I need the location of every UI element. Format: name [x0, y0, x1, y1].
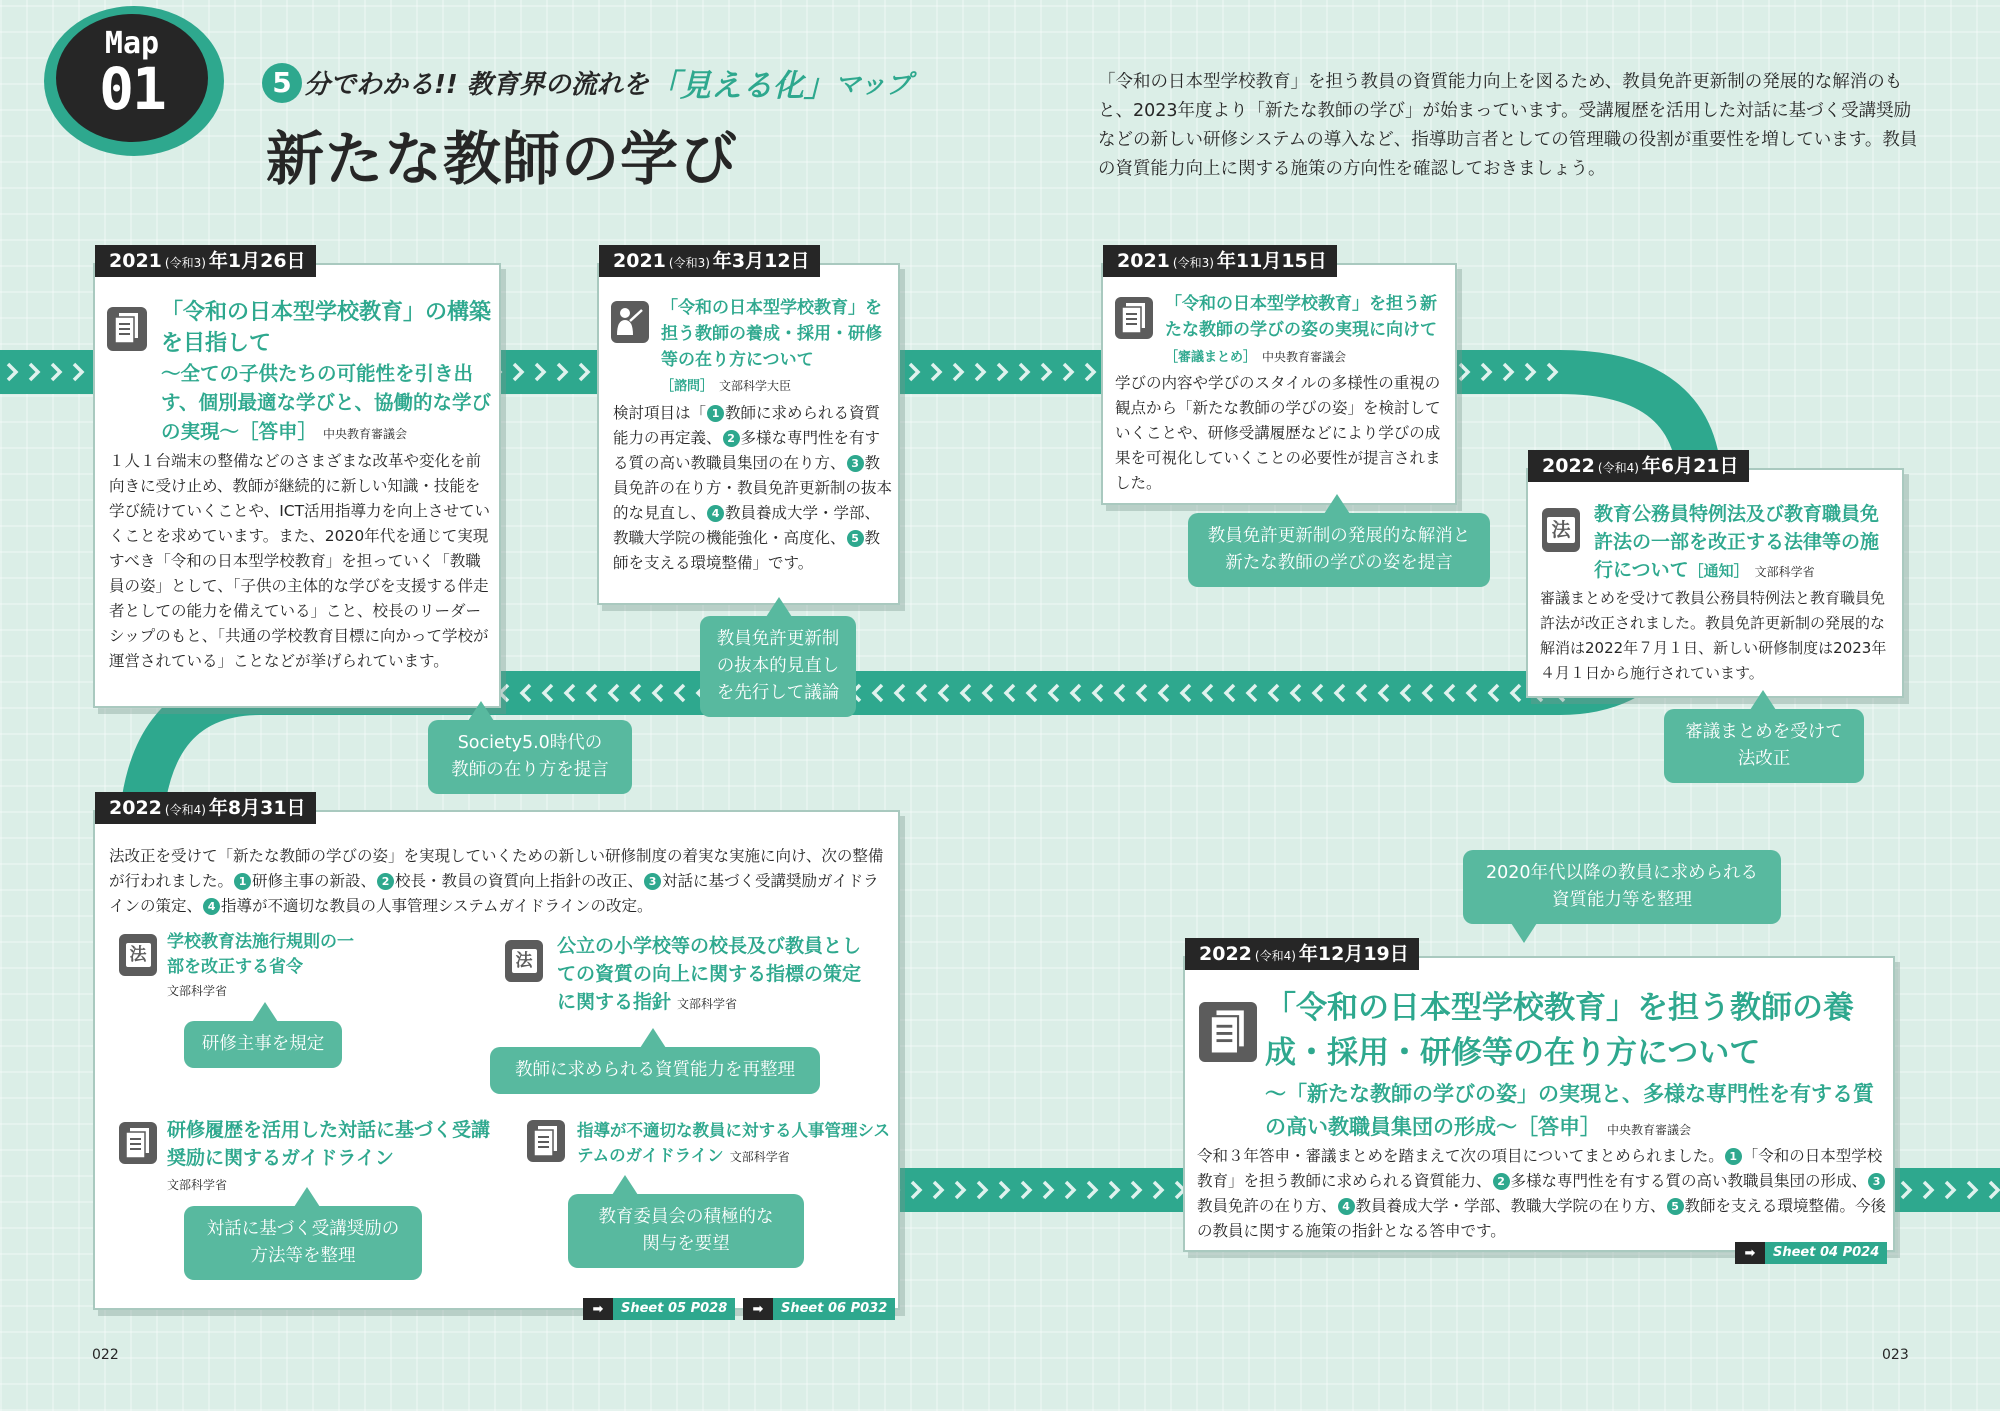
number-badge: 1 [707, 405, 724, 422]
item-title: 研修履歴を活用した対話に基づく受講奨励に関するガイドライン [167, 1119, 491, 1169]
issuer: 文部科学省 [1754, 565, 1815, 579]
subtitle-text: ～全ての子供たちの可能性を引き出す、個別最適な学びと、協働的な学びの実現～ [161, 362, 491, 443]
number-badge: 1 [1725, 1148, 1742, 1165]
sheet-link-04[interactable] [1735, 1242, 1887, 1264]
callout-text: 教員免許更新制の発展的な解消と 新たな教師の学びの姿を提言 [1207, 526, 1471, 573]
number-badge: 3 [1868, 1173, 1885, 1190]
title-text: 指導が不適切な教員に対する人事管理システムのガイドライン [577, 1121, 891, 1165]
arrow-right-icon: ➡ [743, 1298, 773, 1320]
arrow-right-icon: ➡ [1735, 1242, 1765, 1264]
date-era: (令和4) [164, 803, 206, 817]
card-2021-03-12 [597, 250, 900, 605]
callout-text: 審議まとめを受けて 法改正 [1685, 722, 1843, 769]
doc-type-tag: ［諮問］ [661, 379, 714, 394]
card-body [1197, 1144, 1887, 1244]
doc-type-tag: ［答申］ [1517, 1115, 1601, 1139]
date-year: 2022 [109, 797, 162, 819]
callout-pointer [1324, 494, 1350, 514]
card-title: 「令和の日本型学校教育」の構築を目指して [161, 300, 492, 356]
item-issuer: 文部科学省 [167, 984, 228, 998]
callout-text: Society5.0時代の 教師の在り方を提言 [451, 733, 609, 780]
tagline-post: マップ [834, 70, 912, 100]
date-tag [95, 245, 316, 277]
date-tag [1185, 938, 1419, 970]
number-badge: 2 [377, 873, 394, 890]
item-issuer: 文部科学省 [677, 997, 738, 1011]
law-icon [505, 940, 543, 982]
issuer: 文部科学大臣 [719, 379, 792, 393]
arrow-right-icon: ➡ [583, 1298, 613, 1320]
date-era: (令和3) [668, 256, 710, 270]
body-seg: 教員養成大学・学部、教職大学院の機能強化・高度化、 [613, 504, 881, 547]
map-badge-label [56, 14, 208, 142]
callout-new-learning [1188, 513, 1490, 587]
law-icon-glyph: 法 [1547, 517, 1574, 543]
date-tag [1528, 450, 1749, 482]
body-seg: 多様な専門性を有する質の高い教職員集団の形成、 [1510, 1172, 1868, 1190]
issuer: 中央教育審議会 [323, 427, 408, 441]
date-year: 2022 [1542, 455, 1595, 477]
callout-pointer [468, 701, 494, 721]
callout-license-review [700, 616, 856, 717]
date-era: (令和3) [1172, 256, 1214, 270]
page-number-left: 022 [92, 1347, 119, 1363]
number-badge: 5 [1667, 1198, 1684, 1215]
page-title: 新たな教師の学び [266, 125, 739, 193]
body-seg: 令和３年答申・審議まとめを踏まえて次の項目についてまとめられました。 [1197, 1147, 1724, 1165]
tagline-pre: 分でわかる!! 教育界の流れを [304, 70, 649, 100]
number-badge: 2 [723, 430, 740, 447]
body-seg: 多様な専門性を有する質の高い教職員集団の在り方、 [613, 429, 881, 472]
callout-dialog-method [184, 1206, 422, 1280]
callout-training-director [184, 1021, 342, 1068]
body-seg: 教員養成大学・学部、教職大学院の在り方、 [1355, 1197, 1666, 1215]
item-title [557, 932, 877, 1018]
law-icon-glyph: 法 [512, 949, 537, 973]
date-monthday: 年12月19日 [1298, 943, 1409, 965]
sheet-link-06[interactable] [743, 1298, 895, 1320]
map-badge-number: 01 [99, 55, 165, 123]
date-year: 2022 [1199, 943, 1252, 965]
date-era: (令和4) [1254, 949, 1296, 963]
date-monthday: 年3月12日 [712, 250, 810, 272]
date-era: (令和4) [1597, 461, 1639, 475]
body-seg: 教師を支える環境整備。今後の教員に関する施策の指針となる答申です。 [1197, 1197, 1887, 1240]
callout-pointer [1750, 690, 1776, 710]
number-badge: 3 [644, 873, 661, 890]
card-title [1165, 291, 1451, 371]
document-icon [107, 307, 147, 351]
card-body: 審議まとめを受けて教員公務員特例法と教育職員免許法が改正されました。教員免許更新制の発展的な解消は2022年７月１日、新しい研修制度は2023年４月１日から施行されています。 [1540, 589, 1887, 682]
date-tag [599, 245, 820, 277]
callout-pointer [612, 1175, 638, 1195]
card-2022-12-19 [1183, 943, 1895, 1261]
title-text: 教育公務員特例法及び教育職員免許法の一部を改正する法律等の施行について [1594, 503, 1880, 581]
card-body [613, 401, 893, 576]
card-body: １人１台端末の整備などのさまざまな改革や変化を前向きに受け止め、教師が継続的に新しい知識・技能を学び続けていくことや、ICT活用指導力を向上させていくことを求めています。また、2020年代を通じて実現すべき「令和の日本型学校教育」を担っていく「教職員の姿」として、「子供の主体的な学びを支援する伴走者としての能力を備えている」こと、校長のリーダーシップのもと、「共通の学校教育目標に向かって学校が運営されている」ことなどが挙げられています。 [109, 452, 491, 670]
number-badge: 1 [234, 873, 251, 890]
card-2022-06-21 [1526, 455, 1904, 698]
law-icon [119, 934, 157, 976]
date-monthday: 年1月26日 [208, 250, 306, 272]
card-body [109, 844, 889, 919]
callout-text: 教育委員会の積極的な 関与を要望 [598, 1207, 774, 1254]
number-badge: 4 [203, 898, 220, 915]
body-seg: 検討項目は「 [613, 404, 707, 422]
item-title: 学校教育法施行規則の一部を改正する省令 [167, 932, 354, 977]
number-badge: 4 [1338, 1198, 1355, 1215]
tagline-emphasis: 「見える化」 [648, 68, 835, 104]
issuer: 中央教育審議会 [1607, 1123, 1692, 1137]
card-2021-11-15 [1101, 250, 1457, 505]
item-title [577, 1118, 895, 1170]
callout-text: 研修主事を規定 [201, 1034, 325, 1054]
number-badge: 2 [1493, 1173, 1510, 1190]
callout-pointer [252, 1002, 278, 1022]
date-year: 2021 [1117, 250, 1170, 272]
date-monthday: 年11月15日 [1216, 250, 1327, 272]
callout-society50 [428, 720, 632, 794]
tagline [262, 60, 912, 105]
card-title [1594, 500, 1896, 586]
card-title: 「令和の日本型学校教育」を担う教師の養成・採用・研修等の在り方について [1265, 990, 1854, 1071]
body-seg: 指導が不適切な教員の人事管理システムガイドラインの改定。 [221, 897, 653, 915]
doc-type-tag: ［答申］ [239, 420, 318, 443]
map-badge-word: Map [104, 26, 160, 61]
sheet-label: Sheet 05 P028 [613, 1298, 735, 1320]
speaker-icon [611, 301, 649, 343]
date-monthday: 年8月31日 [208, 797, 306, 819]
body-seg: 教師を支える環境整備」です。 [613, 529, 881, 572]
intro-paragraph: 「令和の日本型学校教育」を担う教員の資質能力向上を図るため、教員免許更新制の発展的な解消のもと、2023年度より「新たな教師の学び」が始まっています。受講履歴を活用した対話に基づく受講奨励などの新しい研修システムの導入など、指導助言者としての管理職の役割が重要性を増しています。教員の資質能力向上に関する施策の方向性を確認しておきましょう。 [1098, 72, 1918, 179]
number-badge: 4 [707, 505, 724, 522]
card-2021-01-26 [93, 250, 501, 708]
date-tag [95, 792, 316, 824]
five-minute-badge: 5 [262, 63, 302, 103]
body-seg: 教員免許の在り方・教員免許更新制の抜本的な見直し、 [613, 454, 893, 522]
body-seg: 対話に基づく受講奨励ガイドラインの策定、 [109, 872, 879, 915]
subtitle-text: ～「新たな教師の学びの姿」の実現と、多様な専門性を有する質の高い教職員集団の形成～ [1265, 1082, 1874, 1139]
body-seg: 校長・教員の資質向上指針の改正、 [395, 872, 644, 890]
number-badge: 3 [847, 455, 864, 472]
document-icon [1199, 1002, 1257, 1062]
callout-text: 2020年代以降の教員に求められる 資質能力等を整理 [1485, 863, 1759, 910]
card-meta [661, 375, 791, 394]
item-issuer: 文部科学省 [167, 1178, 228, 1192]
callout-law-revision [1664, 709, 1864, 783]
date-era: (令和3) [164, 256, 206, 270]
callout-competency-reorg [490, 1047, 820, 1094]
callout-pointer [294, 1187, 320, 1207]
title-text: 「令和の日本型学校教育」を担う新たな教師の学びの姿の実現に向けて [1165, 294, 1437, 340]
callout-text: 教師に求められる資質能力を再整理 [515, 1060, 795, 1080]
body-seg: 研修主事の新設、 [252, 872, 377, 890]
callout-pointer [640, 1028, 666, 1048]
date-tag [1103, 245, 1337, 277]
body-seg: 法改正を受けて「新たな教師の学びの姿」を実現していくための新しい研修制度の着実な実施に向け、次の整備が行われました。 [109, 847, 884, 890]
callout-pointer [766, 597, 792, 617]
law-icon-glyph: 法 [126, 943, 151, 967]
date-year: 2021 [109, 250, 162, 272]
card-subtitle [161, 359, 493, 449]
item-issuer: 文部科学省 [729, 1150, 790, 1164]
document-icon [1115, 297, 1153, 339]
body-seg: 「令和の日本型学校教育」を担う教師に求められる資質能力、 [1197, 1147, 1883, 1190]
title-text: 公立の小学校等の校長及び教員としての資質の向上に関する指標の策定に関する指針 [557, 935, 862, 1013]
callout-board-involvement [568, 1194, 804, 1268]
page-number-right: 023 [1882, 1347, 1909, 1363]
body-seg: 教師に求められる資質能力の再定義、 [613, 404, 881, 447]
number-badge: 5 [847, 530, 864, 547]
document-icon [527, 1120, 565, 1162]
body-seg: 教員免許の在り方、 [1197, 1197, 1337, 1215]
doc-type-tag: ［通知］ [1688, 562, 1749, 580]
document-icon [119, 1122, 157, 1164]
law-icon [1542, 508, 1580, 552]
callout-text: 教員免許更新制 の抜本的見直し を先行して議論 [716, 629, 840, 703]
sheet-label: Sheet 06 P032 [773, 1298, 895, 1320]
sheet-label: Sheet 04 P024 [1765, 1242, 1887, 1264]
callout-pointer [1511, 923, 1537, 943]
card-title: 「令和の日本型学校教育」を担う教師の養成・採用・研修等の在り方について [661, 298, 882, 370]
issuer: 中央教育審議会 [1262, 350, 1347, 364]
callout-text: 対話に基づく受講奨励の 方法等を整理 [206, 1219, 400, 1266]
card-subtitle [1265, 1078, 1885, 1147]
callout-2020s-competencies [1463, 850, 1781, 924]
date-year: 2021 [613, 250, 666, 272]
date-monthday: 年6月21日 [1641, 455, 1739, 477]
doc-type-tag: ［審議まとめ］ [1165, 350, 1257, 365]
sheet-link-05[interactable] [583, 1298, 735, 1320]
card-body: 学びの内容や学びのスタイルの多様性の重視の観点から「新たな教師の学びの姿」を検討していくことや、研修受講履歴などにより学びの成果を可視化していくことの必要性が提言されました。 [1115, 374, 1441, 492]
